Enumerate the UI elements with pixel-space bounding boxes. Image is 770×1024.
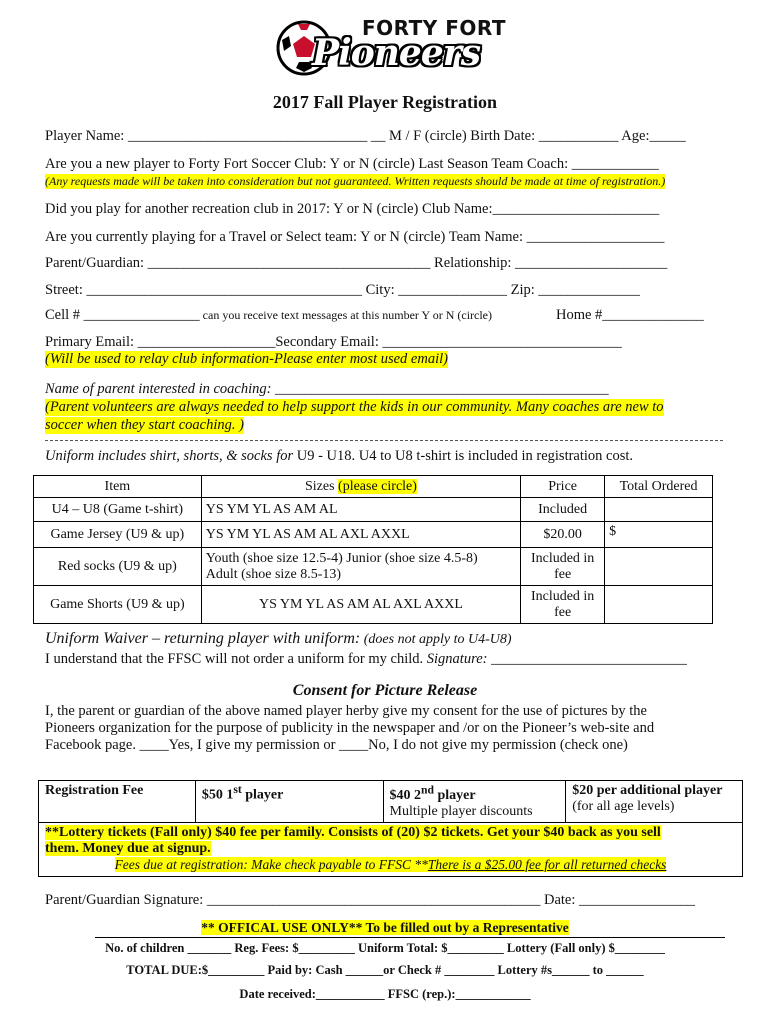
returned-check-fee: There is a $25.00 fee for all returned checks (427, 856, 667, 872)
fees-due-text: Fees due at registration: Make check payable to FFSC ** (114, 856, 428, 872)
uniform-includes-italic: Uniform includes shirt, shorts, & socks for (45, 448, 294, 464)
additional-player-fee (566, 781, 743, 823)
price-cell: $20.00 (521, 522, 605, 548)
first-fee-rest: player (241, 787, 284, 803)
multi-player-discount-note: Multiple player discounts (389, 803, 533, 819)
waiver-heading (45, 630, 512, 648)
item-cell: Game Jersey (U9 & up) (34, 522, 202, 548)
player-name-line[interactable]: Player Name: _________________________________ __ M / F (circle) Birth Date: ___________ Age:_____ (45, 128, 686, 144)
second-fee-rest: player (433, 787, 476, 803)
official-rule (95, 937, 725, 938)
item-cell: Game Shorts (U9 & up) (34, 586, 202, 624)
parent-guardian-line[interactable]: Parent/Guardian: _______________________________________ Relationship: _____________________ (45, 255, 668, 271)
waiver-text: I understand that the FFSC will not order a uniform for my child. (45, 651, 427, 667)
table-row (34, 586, 713, 624)
uniform-includes (45, 448, 633, 465)
lottery-note-1: **Lottery tickets (Fall only) $40 fee per family. Consists of (20) $2 tickets. Get your $40 back as you sell (45, 824, 661, 840)
col-header-total: Total Ordered (605, 476, 713, 498)
price-line2: fee (554, 566, 572, 582)
cell-field[interactable]: Cell # ________________ (45, 307, 200, 323)
table-row (34, 498, 713, 522)
total-cell[interactable] (605, 586, 713, 624)
travel-team-line[interactable]: Are you currently playing for a Travel or Select team: Y or N (circle) Team Name: ___________________ (45, 229, 665, 245)
lottery-note-line2 (45, 841, 736, 857)
official-row-3[interactable]: Date received:___________ FFSC (rep.):____________ (239, 987, 531, 1001)
table-row (34, 522, 713, 548)
first-player-fee (195, 781, 383, 823)
waiver-heading-text: Uniform Waiver – returning player with uniform: (45, 630, 361, 647)
col-header-sizes (201, 476, 520, 498)
table-row (34, 548, 713, 586)
first-fee-amount: $50 1 (201, 787, 234, 803)
coaching-line[interactable]: Name of parent interested in coaching: ______________________________________________ (45, 381, 609, 397)
price-line1: Included in (530, 550, 595, 566)
waiver-heading-note: (does not apply to U4-U8) (360, 632, 512, 647)
waiver-line[interactable] (45, 651, 687, 668)
additional-fee-note: (for all age levels) (572, 799, 675, 814)
fees-due-note (45, 857, 736, 873)
price-cell: Included (521, 498, 605, 522)
total-cell[interactable] (605, 498, 713, 522)
col-header-item: Item (34, 476, 202, 498)
price-line2: fee (554, 604, 572, 620)
total-cell[interactable] (605, 548, 713, 586)
registration-fee-label: Registration Fee (39, 781, 196, 823)
street-address-line[interactable]: Street: ______________________________________ City: _______________ Zip: ______________ (45, 282, 640, 298)
second-sup: nd (421, 783, 434, 796)
email-line[interactable]: Primary Email: ___________________Secondary Email: _________________________________ (45, 334, 622, 350)
club-logo (272, 14, 508, 82)
official-use-heading-text: ** OFFICAL USE ONLY** To be filled out by a Representative (201, 920, 569, 935)
official-use-heading (0, 920, 770, 936)
recreation-club-line[interactable]: Did you play for another recreation club in 2017: Y or N (circle) Club Name:_______________________ (45, 201, 660, 217)
cell-line[interactable] (45, 307, 492, 324)
volunteer-note-2: soccer when they start coaching. ) (45, 417, 244, 433)
fees-table (38, 780, 743, 877)
price-cell (521, 548, 605, 586)
table-header-row (34, 476, 713, 498)
volunteer-note-1: (Parent volunteers are always needed to help support the kids in our community. Many coaches are new to (45, 399, 664, 415)
uniform-includes-rest: U9 - U18. U4 to U8 t-shirt is included in registration cost. (293, 448, 634, 464)
logo-line1: FORTY FORT (362, 16, 507, 40)
sizes-cell[interactable]: YS YM YL AS AM AL (201, 498, 520, 522)
fees-row (39, 822, 743, 876)
sizes-cell[interactable]: YS YM YL AS AM AL AXL AXXL (201, 586, 520, 624)
requests-note: (Any requests made will be taken into consideration but not guaranteed. Written requests should be made at time of registration.) (45, 174, 666, 188)
cell-text-question: can you receive text messages at this number Y or N (circle) (199, 308, 493, 322)
parent-signature-line[interactable]: Parent/Guardian Signature: ______________________________________________ Date: ________________ (45, 892, 696, 908)
item-cell: U4 – U8 (Game t-shirt) (34, 498, 202, 522)
lottery-and-due-cell (39, 822, 743, 876)
page-title: 2017 Fall Player Registration (272, 92, 498, 112)
item-cell: Red socks (U9 & up) (34, 548, 202, 586)
official-row-2[interactable]: TOTAL DUE:$_________ Paid by: Cash ______or Check # ________ Lottery #s______ to ______ (126, 963, 644, 977)
consent-paragraph-1: I, the parent or guardian of the above named player herby give my consent for the use of pictures by the (45, 703, 647, 719)
price-cell (521, 586, 605, 624)
uniform-table (33, 475, 713, 624)
lottery-note-2: them. Money due at signup. (45, 840, 211, 856)
col-header-price: Price (521, 476, 605, 498)
logo-line2: Pioneers (312, 32, 480, 74)
sizes-cell[interactable] (201, 548, 520, 586)
first-sup: st (233, 783, 242, 796)
please-circle-label: (please circle) (338, 478, 417, 494)
sizes-label: Sizes (304, 478, 339, 494)
email-note: (Will be used to relay club information-Please enter most used email) (45, 351, 448, 367)
second-fee-amount: $40 2 (389, 787, 421, 803)
second-player-fee (383, 781, 566, 823)
home-phone-field[interactable]: Home #______________ (556, 307, 704, 323)
price-line1: Included in (530, 588, 595, 604)
consent-permission-line[interactable]: Facebook page. ____Yes, I give my permission or ____No, I do not give my permission (check one) (45, 737, 628, 753)
official-row-1[interactable]: No. of children _______ Reg. Fees: $_________ Uniform Total: $_________ Lottery (Fall only) $________ (105, 941, 665, 955)
dashed-divider (45, 440, 723, 441)
total-cell[interactable]: $ (605, 522, 713, 548)
waiver-signature-label: Signature: (426, 651, 488, 667)
additional-fee-amount: $20 per additional player (572, 783, 723, 798)
new-player-line[interactable]: Are you a new player to Forty Fort Soccer Club: Y or N (circle) Last Season Team Coach: ____________ (45, 156, 659, 172)
sizes-adult: Adult (shoe size 8.5-13) (205, 566, 342, 582)
fees-row (39, 781, 743, 823)
consent-paragraph-2: Pioneers organization for the purpose of publicity in the newspaper and /or on the Pioneer’s web-site and (45, 720, 655, 736)
waiver-signature-field[interactable]: ___________________________ (487, 651, 687, 667)
sizes-cell[interactable]: YS YM YL AS AM AL AXL AXXL (201, 522, 520, 548)
sizes-youth-junior: Youth (shoe size 12.5-4) Junior (shoe size 4.5-8) (205, 550, 478, 566)
consent-heading: Consent for Picture Release (292, 682, 478, 699)
lottery-note (45, 825, 736, 841)
